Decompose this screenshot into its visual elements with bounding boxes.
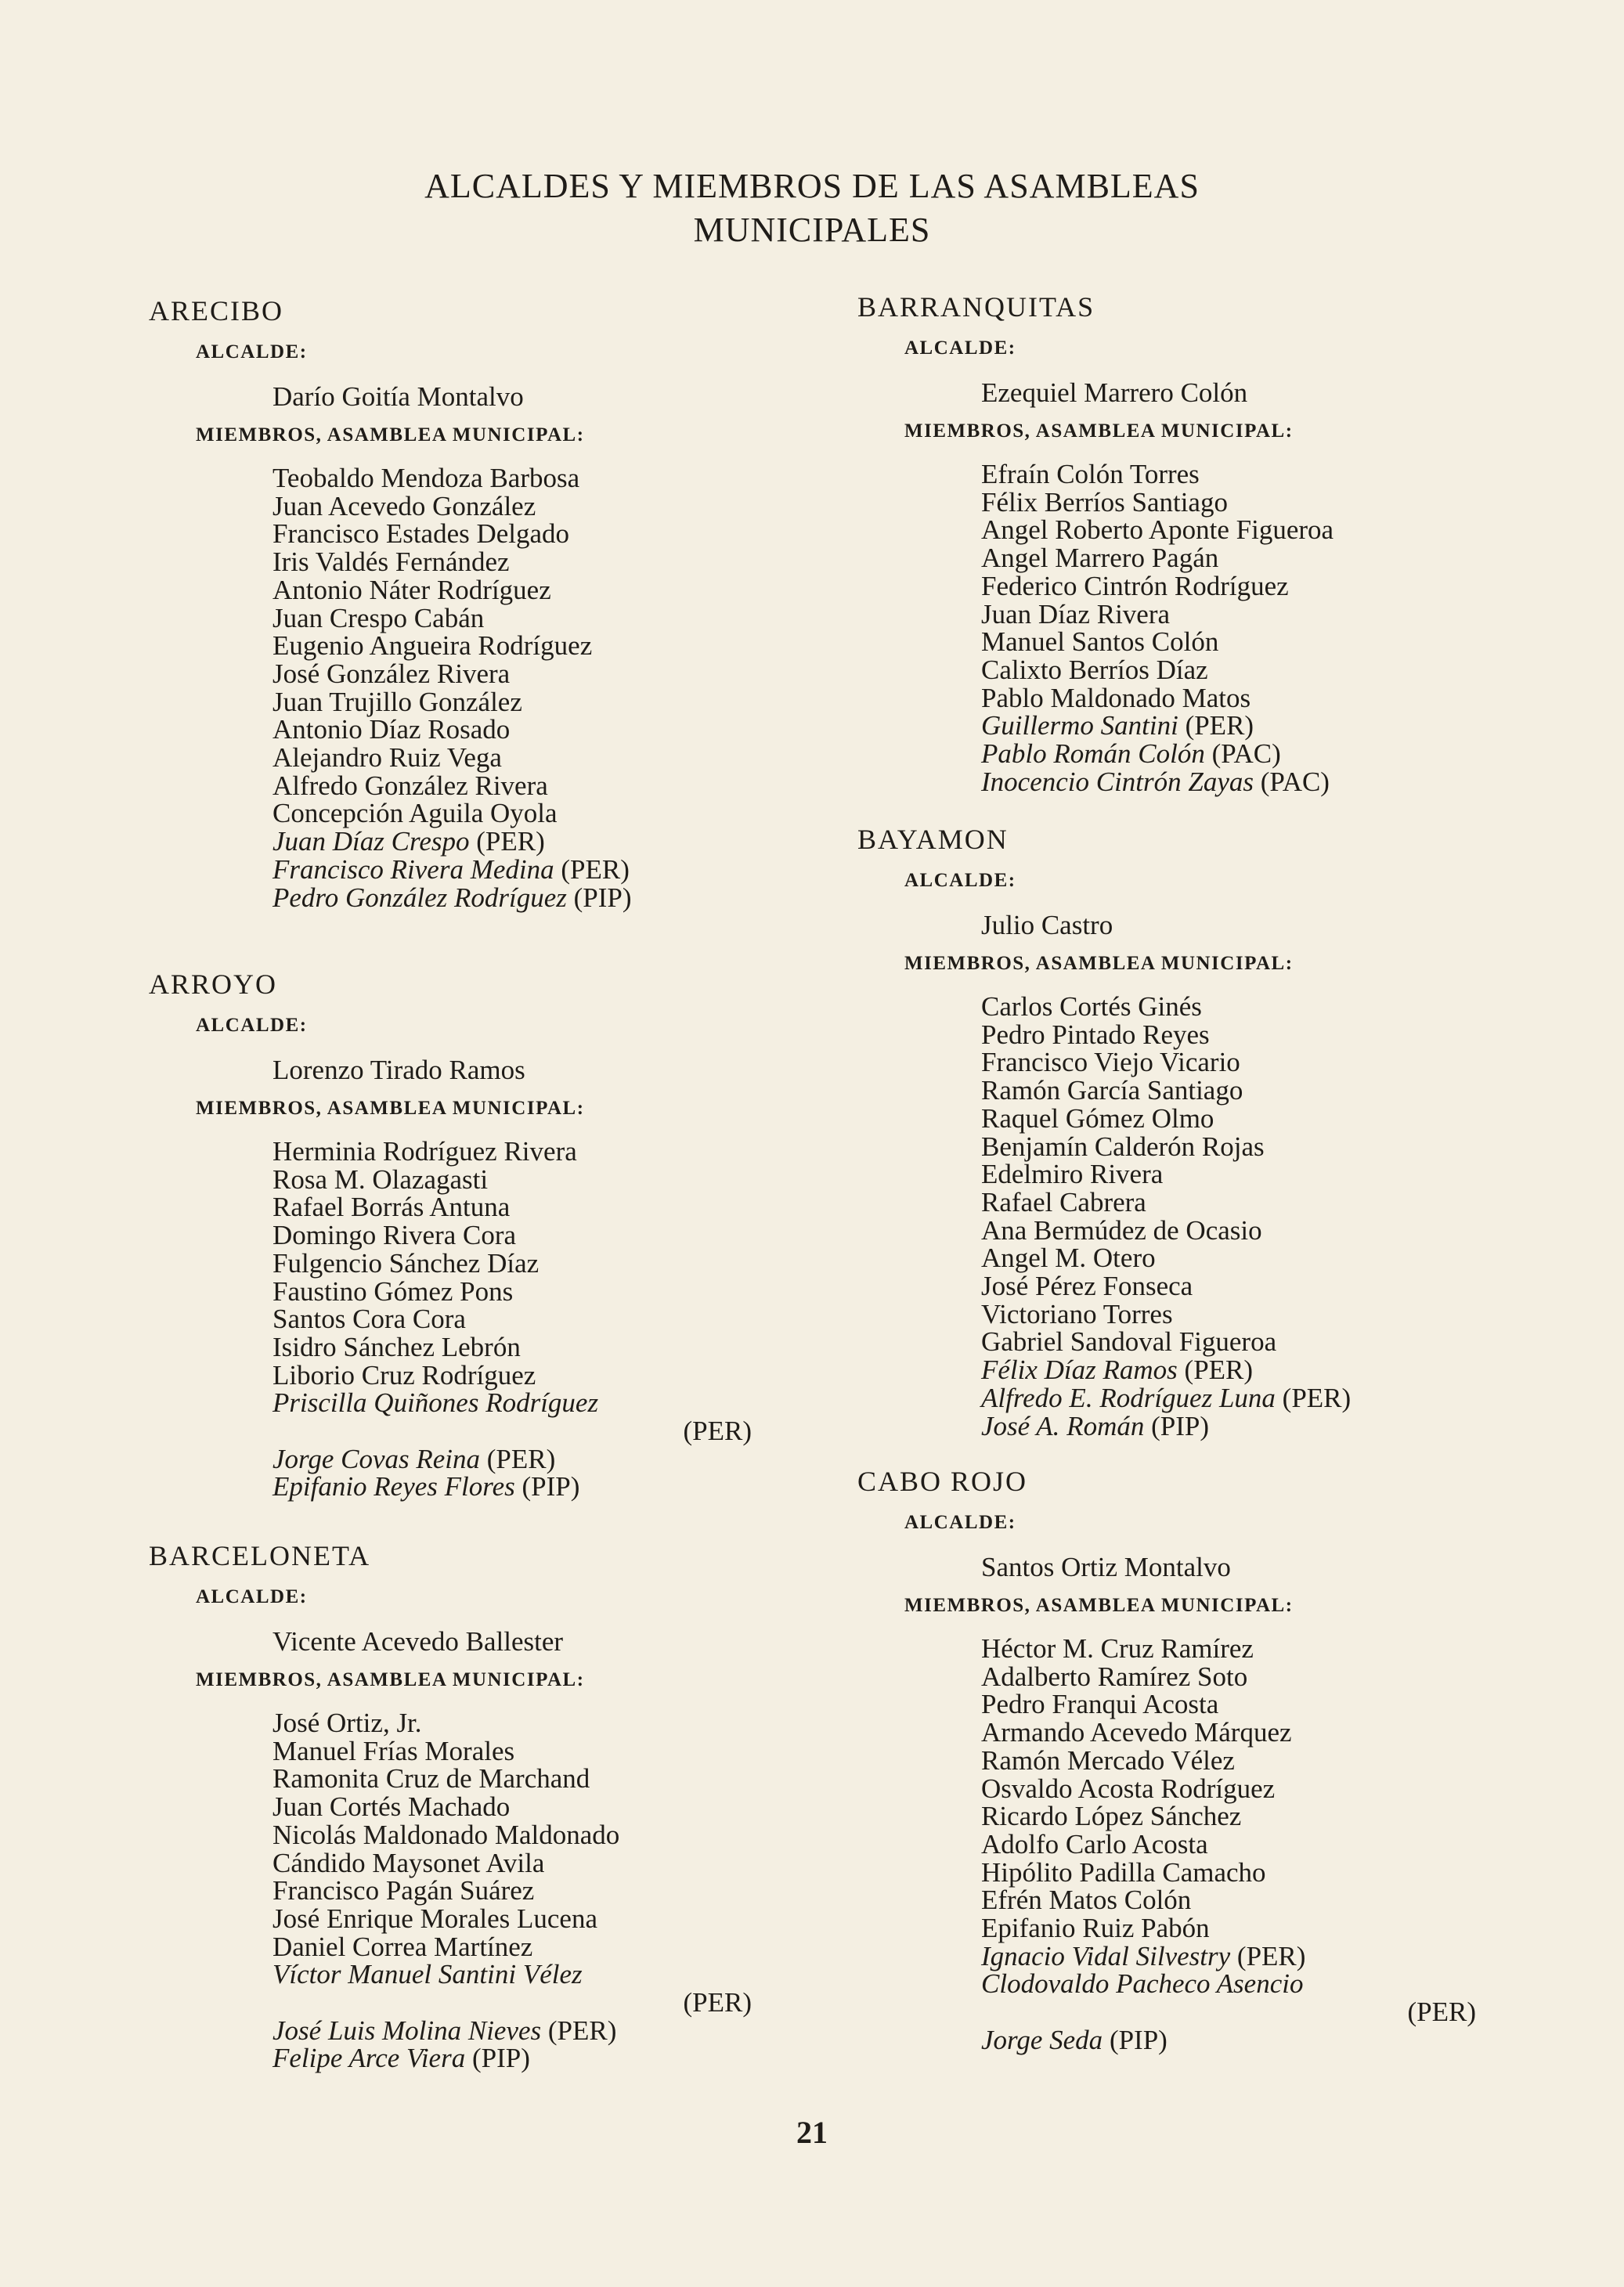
list-item <box>981 656 1546 684</box>
list-item <box>272 1221 822 1250</box>
member-name: Antonio Díaz Rosado <box>272 714 511 745</box>
list-item <box>981 1384 1546 1412</box>
member-name: Jorge Seda <box>981 2024 1103 2055</box>
member-name: Liborio Cruz Rodríguez <box>272 1359 536 1391</box>
list-item <box>981 1635 1546 1663</box>
alcalde-name: Lorenzo Tirado Ramos <box>272 1055 525 1085</box>
members-label: MIEMBROS, ASAMBLEA MUNICIPAL: <box>904 420 1294 442</box>
list-item <box>981 1744 1546 1776</box>
alcalde-name: Vicente Acevedo Ballester <box>272 1626 564 1657</box>
member-name: Calixto Berríos Díaz <box>981 654 1208 685</box>
list-item <box>981 1077 1546 1105</box>
list-item <box>981 1214 1546 1246</box>
member-name: Francisco Rivera Medina <box>272 853 554 885</box>
list-item <box>272 1961 822 2016</box>
list-item <box>981 1244 1546 1272</box>
list-item <box>272 1905 822 1933</box>
list-item <box>981 628 1546 656</box>
list-item <box>272 632 822 660</box>
member-name: Clodovaldo Pacheco Asencio <box>981 1968 1304 2000</box>
list-item <box>981 1968 1546 2028</box>
list-item <box>272 1737 822 1766</box>
list-item <box>981 1940 1546 1971</box>
member-name: Francisco Pagán Suárez <box>272 1875 535 1906</box>
municipality-name: CABO ROJO <box>857 1466 1028 1497</box>
list-item <box>981 516 1546 544</box>
member-name: Felipe Arce Viera <box>272 2043 466 2074</box>
member-name: Juan Díaz Rivera <box>981 598 1171 629</box>
member-name: Rosa M. Olazagasti <box>272 1163 489 1195</box>
alcalde-label: ALCALDE: <box>904 337 1016 359</box>
party-tag: (PER) <box>547 2015 617 2046</box>
member-name: Francisco Viejo Vicario <box>981 1047 1240 1078</box>
list-item <box>981 1719 1546 1747</box>
list-item <box>981 993 1546 1021</box>
municipality-name: ARROYO <box>149 969 278 1000</box>
list-item <box>981 768 1546 796</box>
party-tag: (PIP) <box>521 1471 580 1502</box>
member-name: Pablo Maldonado Matos <box>981 682 1251 713</box>
member-name: Juan Trujillo González <box>272 686 522 717</box>
municipality-block <box>149 294 822 911</box>
list-item <box>981 1828 1546 1860</box>
member-name: Pedro Franqui Acosta <box>981 1689 1219 1720</box>
member-name: Iris Valdés Fernández <box>272 546 510 578</box>
member-name: Pablo Román Colón <box>981 738 1205 770</box>
list-item <box>272 1821 822 1849</box>
municipality-name: BAYAMON <box>857 824 1009 855</box>
list-item <box>981 1328 1546 1356</box>
list-item <box>272 2017 822 2045</box>
member-name: Efraín Colón Torres <box>981 459 1200 489</box>
list-item <box>981 486 1546 518</box>
page-number: 21 <box>796 2115 828 2150</box>
member-name: Fulgencio Sánchez Díaz <box>272 1247 540 1279</box>
members-label: MIEMBROS, ASAMBLEA MUNICIPAL: <box>904 953 1294 974</box>
member-name: José González Rivera <box>272 658 511 689</box>
member-name: Santos Cora Cora <box>272 1304 466 1335</box>
list-item <box>272 1359 822 1391</box>
list-item <box>272 464 822 492</box>
party-tag: (PER) <box>1282 1382 1352 1413</box>
list-item <box>981 684 1546 712</box>
municipality-block <box>149 1538 822 2072</box>
page-title <box>0 164 1624 252</box>
members-list <box>857 460 1546 795</box>
member-name: Antonio Náter Rodríguez <box>272 574 551 605</box>
list-item <box>981 1886 1546 1914</box>
member-name: Armando Acevedo Márquez <box>981 1717 1292 1748</box>
title-line-2: MUNICIPALES <box>693 211 931 249</box>
list-item <box>981 598 1546 629</box>
list-item <box>272 492 822 521</box>
member-name: Rafael Borrás Antuna <box>272 1192 511 1223</box>
member-name: Guillermo Santini <box>981 710 1178 741</box>
list-item <box>272 1305 822 1333</box>
list-item <box>272 1933 822 1961</box>
municipality-name: BARRANQUITAS <box>857 291 1095 323</box>
list-item <box>981 1914 1546 1943</box>
member-name: Angel Roberto Aponte Figueroa <box>981 514 1334 546</box>
member-name: Concepción Aguila Oyola <box>272 798 558 829</box>
member-name: Juan Cortés Machado <box>272 1791 511 1823</box>
list-item <box>981 1160 1546 1189</box>
municipality-block <box>857 290 1546 795</box>
alcalde-label: ALCALDE: <box>196 1015 308 1036</box>
member-name: Carlos Cortés Ginés <box>981 991 1202 1022</box>
member-name: Priscilla Quiñones Rodríguez <box>272 1387 599 1419</box>
members-label: MIEMBROS, ASAMBLEA MUNICIPAL: <box>196 1669 585 1690</box>
member-name: Pedro González Rodríguez <box>272 882 567 913</box>
member-name: Isidro Sánchez Lebrón <box>272 1331 521 1362</box>
municipality-name: ARECIBO <box>149 295 284 326</box>
member-name: Juan Acevedo González <box>272 490 536 521</box>
member-name: Angel M. Otero <box>981 1243 1156 1274</box>
list-item <box>272 1193 822 1221</box>
list-item <box>272 772 822 800</box>
member-name: Eugenio Angueira Rodríguez <box>272 630 593 662</box>
alcalde-name: Santos Ortiz Montalvo <box>981 1552 1231 1582</box>
member-name: Angel Marrero Pagán <box>981 543 1219 574</box>
alcalde-label: ALCALDE: <box>196 341 308 363</box>
party-tag: (PAC) <box>1211 738 1281 770</box>
member-name: José Ortiz, Jr. <box>272 1708 422 1738</box>
list-item <box>981 1412 1546 1441</box>
members-list <box>149 1709 822 2072</box>
list-item <box>981 712 1546 740</box>
party-tag: (PIP) <box>573 882 632 913</box>
alcalde-name: Darío Goitía Montalvo <box>272 381 524 412</box>
members-label: MIEMBROS, ASAMBLEA MUNICIPAL: <box>904 1595 1294 1616</box>
member-name: Benjamín Calderón Rojas <box>981 1131 1265 1162</box>
member-name: Teobaldo Mendoza Barbosa <box>272 463 580 493</box>
list-item <box>272 576 822 604</box>
list-item <box>272 2044 822 2072</box>
member-name: José A. Román <box>981 1410 1145 1441</box>
list-item <box>272 1138 822 1166</box>
list-item <box>272 660 822 688</box>
member-name: Edelmiro Rivera <box>981 1159 1164 1190</box>
member-name: Félix Berríos Santiago <box>981 486 1228 518</box>
list-item <box>272 1709 822 1737</box>
list-item <box>272 1473 822 1501</box>
list-item <box>981 572 1546 601</box>
list-item <box>272 688 822 716</box>
list-item <box>272 1445 822 1474</box>
member-name: Hipólito Padilla Camacho <box>981 1856 1266 1888</box>
municipality-name: BARCELONETA <box>149 1540 371 1571</box>
member-name: Francisco Estades Delgado <box>272 518 570 550</box>
list-item <box>272 853 822 885</box>
list-item <box>981 1775 1546 1803</box>
list-item <box>981 1690 1546 1719</box>
list-item <box>981 1272 1546 1300</box>
list-item <box>272 1163 822 1195</box>
list-item <box>272 1333 822 1362</box>
municipality-block <box>149 967 822 1501</box>
member-name: Ramón García Santiago <box>981 1075 1243 1106</box>
municipality-block <box>857 1464 1546 2054</box>
list-item <box>272 799 822 828</box>
party-tag: (PER) <box>561 853 630 885</box>
party-tag: (PER) <box>486 1443 556 1474</box>
member-name: José Enrique Morales Lucena <box>272 1903 597 1934</box>
alcalde-name: Ezequiel Marrero Colón <box>981 377 1248 408</box>
list-item <box>981 740 1546 768</box>
list-item <box>981 544 1546 572</box>
party-tag: (PER) <box>1184 1355 1254 1386</box>
member-name: José Luis Molina Nieves <box>272 2015 542 2046</box>
member-name: Daniel Correa Martínez <box>272 1931 533 1962</box>
list-item <box>272 548 822 576</box>
list-item <box>981 2026 1546 2054</box>
member-name: Ana Bermúdez de Ocasio <box>981 1214 1262 1246</box>
member-name: José Pérez Fonseca <box>981 1271 1193 1302</box>
member-name: Domingo Rivera Cora <box>272 1220 517 1251</box>
party-tag: (PER) <box>476 826 545 857</box>
alcalde-label: ALCALDE: <box>904 870 1016 891</box>
member-name: Inocencio Cintrón Zayas <box>981 766 1254 797</box>
member-name: Ramón Mercado Vélez <box>981 1744 1235 1776</box>
party-tag: (PER) <box>683 1987 752 2018</box>
party-tag: (PIP) <box>1109 2024 1167 2055</box>
member-name: Nicolás Maldonado Maldonado <box>272 1819 620 1850</box>
list-item <box>981 1048 1546 1077</box>
member-name: Herminia Rodríguez Rivera <box>272 1136 577 1167</box>
list-item <box>272 520 822 548</box>
member-name: Epifanio Ruiz Pabón <box>981 1913 1210 1944</box>
list-item <box>272 1247 822 1279</box>
list-item <box>272 1389 822 1445</box>
member-name: Federico Cintrón Rodríguez <box>981 570 1289 601</box>
list-item <box>272 1849 822 1878</box>
member-name: Cándido Maysonet Avila <box>272 1847 545 1878</box>
list-item <box>272 828 822 856</box>
member-name: Juan Crespo Cabán <box>272 602 485 633</box>
member-name: Osvaldo Acosta Rodríguez <box>981 1773 1276 1804</box>
alcalde-name: Julio Castro <box>981 910 1113 940</box>
list-item <box>272 1793 822 1821</box>
members-list <box>149 464 822 911</box>
list-item <box>272 884 822 912</box>
party-tag: (PAC) <box>1260 766 1330 797</box>
list-item <box>272 604 822 633</box>
member-name: Efrén Matos Colón <box>981 1885 1192 1916</box>
list-item <box>981 1802 1546 1831</box>
party-tag: (PIP) <box>471 2043 530 2074</box>
alcalde-label: ALCALDE: <box>904 1512 1016 1533</box>
members-label: MIEMBROS, ASAMBLEA MUNICIPAL: <box>196 1098 585 1119</box>
list-item <box>981 1021 1546 1049</box>
member-name: Alfredo E. Rodríguez Luna <box>981 1382 1276 1413</box>
list-item <box>981 1133 1546 1161</box>
list-item <box>981 1102 1546 1134</box>
list-item <box>272 1877 822 1905</box>
list-item <box>272 716 822 744</box>
members-list <box>857 1635 1546 2054</box>
members-list <box>149 1138 822 1501</box>
alcalde-label: ALCALDE: <box>196 1586 308 1607</box>
member-name: Juan Díaz Crespo <box>272 826 470 857</box>
party-tag: (PER) <box>1407 1997 1476 2028</box>
member-name: Pedro Pintado Reyes <box>981 1019 1210 1050</box>
party-tag: (PER) <box>1236 1940 1306 1971</box>
list-item <box>981 1186 1546 1217</box>
member-name: Ramonita Cruz de Marchand <box>272 1763 590 1795</box>
list-item <box>981 460 1546 489</box>
member-name: Alfredo González Rivera <box>272 770 548 801</box>
party-tag: (PER) <box>683 1416 752 1447</box>
list-item <box>981 1663 1546 1691</box>
list-item <box>272 1765 822 1793</box>
party-tag: (PER) <box>1185 710 1254 741</box>
list-item <box>272 744 822 772</box>
list-item <box>981 1356 1546 1384</box>
member-name: Manuel Santos Colón <box>981 626 1219 658</box>
party-tag: (PIP) <box>1151 1410 1209 1441</box>
member-name: Adolfo Carlo Acosta <box>981 1828 1208 1860</box>
member-name: Alejandro Ruiz Vega <box>272 742 502 774</box>
member-name: Adalberto Ramírez Soto <box>981 1661 1248 1692</box>
member-name: Víctor Manuel Santini Vélez <box>272 1959 583 1990</box>
members-list <box>857 993 1546 1440</box>
member-name: Raquel Gómez Olmo <box>981 1102 1214 1134</box>
member-name: Faustino Gómez Pons <box>272 1275 514 1307</box>
title-line-1: ALCALDES Y MIEMBROS DE LAS ASAMBLEAS <box>424 167 1200 205</box>
members-label: MIEMBROS, ASAMBLEA MUNICIPAL: <box>196 424 585 445</box>
member-name: Manuel Frías Morales <box>272 1735 515 1766</box>
member-name: Victoriano Torres <box>981 1298 1173 1329</box>
member-name: Jorge Covas Reina <box>272 1443 481 1474</box>
member-name: Ricardo López Sánchez <box>981 1801 1242 1832</box>
member-name: Héctor M. Cruz Ramírez <box>981 1633 1254 1664</box>
list-item <box>272 1275 822 1307</box>
member-name: Félix Díaz Ramos <box>981 1355 1178 1386</box>
member-name: Epifanio Reyes Flores <box>272 1471 515 1502</box>
list-item <box>981 1856 1546 1888</box>
member-name: Gabriel Sandoval Figueroa <box>981 1326 1277 1358</box>
member-name: Ignacio Vidal Silvestry <box>981 1940 1231 1971</box>
list-item <box>981 1300 1546 1329</box>
municipality-block <box>857 822 1546 1440</box>
member-name: Rafael Cabrera <box>981 1186 1146 1217</box>
